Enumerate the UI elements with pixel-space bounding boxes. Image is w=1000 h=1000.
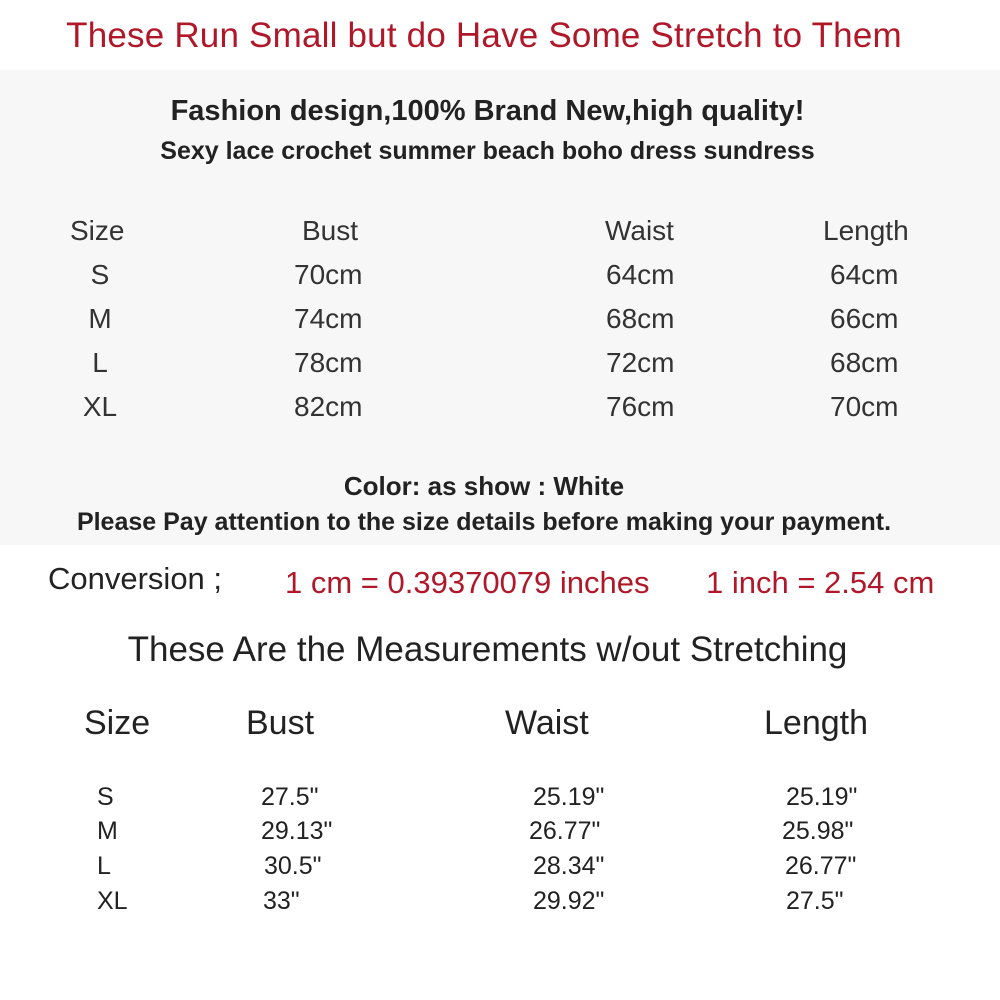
cm-cell-size: XL xyxy=(82,391,118,422)
cm-cell-waist: 76cm xyxy=(606,391,675,422)
inch-cell-length: 26.77" xyxy=(785,852,857,880)
conversion-label: Conversion ; xyxy=(48,561,223,596)
inch-cell-size: L xyxy=(97,852,111,880)
inch-cell-size: S xyxy=(97,783,114,811)
inch-cell-bust: 27.5" xyxy=(261,783,319,811)
inch-header-bust: Bust xyxy=(246,704,315,742)
inch-header-size: Size xyxy=(84,704,151,742)
inch-cell-bust: 29.13" xyxy=(261,817,333,845)
cm-cell-bust: 70cm xyxy=(294,259,363,290)
cm-cell-length: 68cm xyxy=(830,347,899,378)
inch-cell-size: M xyxy=(97,817,118,845)
inch-cell-length: 25.19" xyxy=(786,783,858,811)
cm-cell-waist: 64cm xyxy=(606,259,675,290)
inch-header-length: Length xyxy=(764,704,868,742)
inch-header-waist: Waist xyxy=(505,704,589,742)
inch-cell-length: 27.5" xyxy=(786,887,844,915)
color-line: Color: as show : White xyxy=(343,471,625,501)
inch-cell-waist: 29.92" xyxy=(533,887,605,915)
cm-cell-size: L xyxy=(92,347,108,378)
inch-cell-length: 25.98" xyxy=(782,817,854,845)
cm-cell-length: 70cm xyxy=(830,391,899,422)
conversion-inch-to-cm: 1 inch = 2.54 cm xyxy=(706,565,935,600)
stretch-warning: These Run Small but do Have Some Stretch to Them xyxy=(66,16,902,55)
inch-cell-bust: 30.5" xyxy=(264,852,322,880)
cm-cell-length: 64cm xyxy=(830,259,899,290)
inch-cell-waist: 28.34" xyxy=(533,852,605,880)
cm-cell-waist: 72cm xyxy=(606,347,675,378)
inch-cell-bust: 33" xyxy=(263,887,300,915)
product-subheadline: Sexy lace crochet summer beach boho dress sundress xyxy=(160,137,815,165)
cm-header-length: Length xyxy=(823,215,909,246)
product-headline: Fashion design,100% Brand New,high quality! xyxy=(170,95,805,127)
measurements-title: These Are the Measurements w/out Stretching xyxy=(127,630,848,669)
inch-cell-waist: 25.19" xyxy=(533,783,605,811)
cm-header-size: Size xyxy=(70,215,125,246)
cm-header-bust: Bust xyxy=(302,215,359,246)
conversion-cm-to-inch: 1 cm = 0.39370079 inches xyxy=(285,565,650,600)
cm-cell-bust: 78cm xyxy=(294,347,363,378)
cm-cell-bust: 82cm xyxy=(294,391,363,422)
cm-cell-length: 66cm xyxy=(830,303,899,334)
cm-cell-bust: 74cm xyxy=(294,303,363,334)
inch-cell-size: XL xyxy=(97,887,128,915)
cm-cell-size: M xyxy=(88,303,112,334)
cm-cell-size: S xyxy=(90,259,110,290)
payment-notice: Please Pay attention to the size details before making your payment. xyxy=(76,508,892,536)
inch-cell-waist: 26.77" xyxy=(529,817,601,845)
cm-cell-waist: 68cm xyxy=(606,303,675,334)
cm-header-waist: Waist xyxy=(605,215,674,246)
